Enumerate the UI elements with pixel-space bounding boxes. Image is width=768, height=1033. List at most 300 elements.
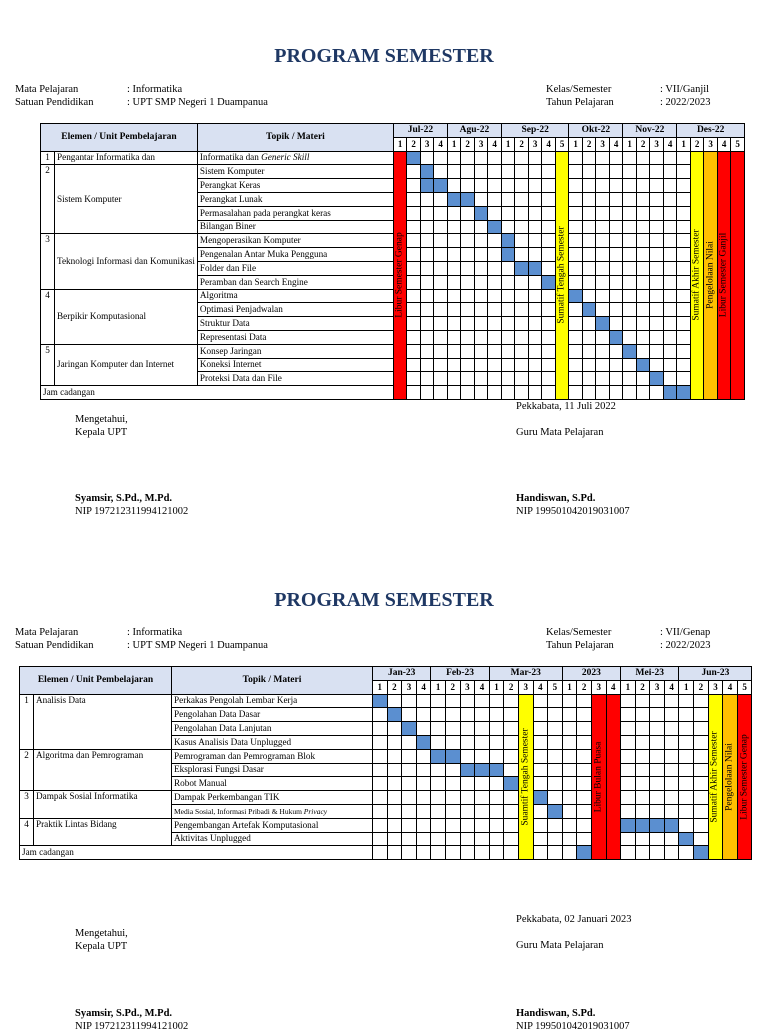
- week-cell: [569, 206, 583, 220]
- month-header: Feb-23: [431, 667, 489, 681]
- week-header: 1: [679, 680, 694, 694]
- week-cell: [474, 344, 488, 358]
- doc1-info-right: [546, 83, 710, 109]
- unit-label: Satuan Pendidikan: [15, 640, 94, 651]
- week-cell: [434, 317, 448, 331]
- topic-cell: [197, 179, 393, 193]
- week-cell: [447, 344, 461, 358]
- week-cell: [489, 832, 504, 846]
- week-cell: [636, 317, 650, 331]
- topic-text: Sistem Komputer: [199, 166, 265, 177]
- week-cell: [528, 303, 542, 317]
- week-cell: [636, 248, 650, 262]
- week-cell: [420, 165, 434, 179]
- week-cell: [533, 777, 548, 791]
- week-cell: [501, 386, 515, 400]
- reserve-label: Jam cadangan: [20, 846, 373, 860]
- week-cell: [664, 749, 679, 763]
- week-cell: [445, 763, 460, 777]
- week-cell: [609, 303, 623, 317]
- topic-italic-text: Generic Skill: [261, 152, 310, 163]
- week-cell: [548, 818, 563, 832]
- topic-cell: [197, 165, 393, 179]
- element-name: Praktik Lintas Bidang: [34, 818, 172, 846]
- week-cell: [533, 694, 548, 708]
- week-cell: [694, 694, 709, 708]
- week-cell: [677, 303, 691, 317]
- week-cell: [542, 330, 556, 344]
- week-cell: [694, 722, 709, 736]
- week-cell: [569, 275, 583, 289]
- week-cell: [694, 804, 709, 818]
- week-cell: [677, 358, 691, 372]
- week-cell: [431, 791, 446, 805]
- doc1-teacher-signature: [516, 492, 630, 518]
- year-value: : 2022/2023: [660, 640, 711, 651]
- week-cell: [474, 372, 488, 386]
- topic-text: Robot Manual: [174, 778, 227, 789]
- week-cell: [420, 358, 434, 372]
- week-cell: [416, 735, 431, 749]
- topic-cell: [197, 275, 393, 289]
- week-cell: [569, 386, 583, 400]
- week-cell: [623, 192, 637, 206]
- week-cell: [569, 344, 583, 358]
- week-cell: [420, 261, 434, 275]
- week-header: 3: [704, 137, 718, 151]
- week-cell: [460, 763, 475, 777]
- week-cell: [407, 234, 421, 248]
- week-header: 3: [650, 680, 665, 694]
- week-cell: [623, 275, 637, 289]
- week-header: 4: [434, 137, 448, 151]
- week-cell: [621, 694, 636, 708]
- week-cell: [582, 358, 596, 372]
- topic-cell: [197, 220, 393, 234]
- month-header: Mei-23: [621, 667, 679, 681]
- week-cell: [542, 372, 556, 386]
- doc1-teacher-label: Guru Mata Pelajaran: [516, 427, 604, 438]
- week-cell: [515, 151, 529, 165]
- week-cell: [431, 763, 446, 777]
- week-cell: [582, 303, 596, 317]
- week-cell: [582, 261, 596, 275]
- week-cell: [501, 206, 515, 220]
- month-header: Okt-22: [569, 124, 623, 138]
- week-cell: [387, 818, 402, 832]
- week-header: 5: [737, 680, 752, 694]
- week-cell: [533, 832, 548, 846]
- week-cell: [577, 777, 592, 791]
- week-cell: [402, 791, 417, 805]
- week-cell: [460, 804, 475, 818]
- week-cell: [528, 330, 542, 344]
- week-cell: [609, 289, 623, 303]
- week-header: 5: [731, 137, 745, 151]
- week-cell: [663, 151, 677, 165]
- week-cell: [542, 317, 556, 331]
- week-cell: [434, 386, 448, 400]
- week-cell: [623, 151, 637, 165]
- week-cell: [445, 804, 460, 818]
- acknowledge-label: Mengetahui,: [75, 414, 128, 425]
- week-cell: [504, 694, 519, 708]
- topic-text: Pengenalan Antar Muka Pengguna: [199, 249, 328, 260]
- week-cell: [663, 344, 677, 358]
- week-cell: [679, 735, 694, 749]
- week-cell: [387, 763, 402, 777]
- week-cell: [542, 220, 556, 234]
- doc1-place-date: Pekkabata, 11 Juli 2022: [516, 401, 616, 412]
- week-header: 2: [515, 137, 529, 151]
- week-header: 4: [416, 680, 431, 694]
- topic-text: Struktur Data: [199, 318, 250, 329]
- week-cell: [548, 749, 563, 763]
- topic-cell: [197, 372, 393, 386]
- week-cell: [445, 818, 460, 832]
- week-cell: [416, 749, 431, 763]
- week-cell: [420, 151, 434, 165]
- week-header: 3: [474, 137, 488, 151]
- topic-cell: [172, 777, 373, 791]
- week-cell: [447, 289, 461, 303]
- week-cell: [569, 372, 583, 386]
- week-cell: [542, 165, 556, 179]
- element-number: 2: [20, 749, 34, 790]
- week-cell: [501, 372, 515, 386]
- special-period-label: Sumatif Tengah Semester: [556, 226, 567, 324]
- week-cell: [475, 722, 490, 736]
- week-cell: [623, 220, 637, 234]
- week-cell: [664, 818, 679, 832]
- week-cell: [460, 722, 475, 736]
- week-cell: [635, 804, 650, 818]
- week-cell: [623, 289, 637, 303]
- week-cell: [650, 694, 665, 708]
- table-row: [20, 818, 752, 832]
- week-cell: [596, 179, 610, 193]
- teacher-nip: NIP 199501042019031007: [516, 506, 630, 517]
- week-cell: [488, 344, 502, 358]
- week-cell: [679, 832, 694, 846]
- week-cell: [542, 248, 556, 262]
- week-cell: [488, 192, 502, 206]
- week-cell: [434, 206, 448, 220]
- week-cell: [636, 192, 650, 206]
- week-cell: [474, 275, 488, 289]
- week-cell: [504, 735, 519, 749]
- week-cell: [562, 846, 577, 860]
- week-cell: [434, 179, 448, 193]
- week-cell: [650, 735, 665, 749]
- week-cell: [434, 358, 448, 372]
- week-cell: [636, 303, 650, 317]
- week-cell: [474, 330, 488, 344]
- special-period-label: Sumatif Akhir Semester: [709, 731, 720, 823]
- week-cell: [373, 749, 388, 763]
- week-cell: [447, 220, 461, 234]
- week-cell: [387, 735, 402, 749]
- week-cell: [489, 722, 504, 736]
- week-cell: [475, 735, 490, 749]
- week-cell: [582, 330, 596, 344]
- week-cell: [663, 248, 677, 262]
- week-cell: [577, 818, 592, 832]
- week-cell: [373, 791, 388, 805]
- week-cell: [636, 330, 650, 344]
- week-cell: [663, 303, 677, 317]
- week-cell: [635, 791, 650, 805]
- element-number: 2: [41, 165, 55, 234]
- week-header: 4: [488, 137, 502, 151]
- week-cell: [528, 358, 542, 372]
- week-cell: [431, 708, 446, 722]
- week-cell: [461, 358, 475, 372]
- week-cell: [416, 708, 431, 722]
- week-cell: [488, 220, 502, 234]
- week-cell: [621, 804, 636, 818]
- week-cell: [533, 722, 548, 736]
- week-cell: [596, 206, 610, 220]
- topic-text: Algoritma: [199, 290, 238, 301]
- week-cell: [533, 846, 548, 860]
- week-cell: [528, 386, 542, 400]
- week-cell: [542, 179, 556, 193]
- week-cell: [434, 234, 448, 248]
- week-cell: [515, 372, 529, 386]
- week-cell: [694, 846, 709, 860]
- week-cell: [650, 749, 665, 763]
- week-cell: [460, 818, 475, 832]
- week-cell: [694, 735, 709, 749]
- week-header: 3: [420, 137, 434, 151]
- teacher-name: Handiswan, S.Pd.: [516, 1008, 596, 1019]
- month-header: Des-22: [677, 124, 745, 138]
- week-cell: [582, 372, 596, 386]
- week-cell: [474, 179, 488, 193]
- week-header: 5: [548, 680, 563, 694]
- week-cell: [407, 192, 421, 206]
- week-cell: [663, 275, 677, 289]
- week-cell: [636, 206, 650, 220]
- week-cell: [387, 846, 402, 860]
- week-cell: [621, 818, 636, 832]
- week-cell: [407, 372, 421, 386]
- week-cell: [416, 777, 431, 791]
- week-cell: [475, 777, 490, 791]
- week-cell: [501, 317, 515, 331]
- topic-cell: [197, 261, 393, 275]
- week-cell: [402, 722, 417, 736]
- week-cell: [504, 708, 519, 722]
- week-cell: [542, 206, 556, 220]
- week-cell: [407, 317, 421, 331]
- week-cell: [461, 206, 475, 220]
- week-cell: [621, 763, 636, 777]
- week-cell: [562, 832, 577, 846]
- week-cell: [663, 358, 677, 372]
- week-cell: [528, 372, 542, 386]
- week-cell: [636, 179, 650, 193]
- week-cell: [434, 344, 448, 358]
- week-cell: [402, 804, 417, 818]
- week-cell: [677, 330, 691, 344]
- element-name: Teknologi Informasi dan Komunikasi: [55, 234, 198, 289]
- week-cell: [582, 386, 596, 400]
- week-cell: [373, 694, 388, 708]
- week-cell: [650, 708, 665, 722]
- week-cell: [582, 275, 596, 289]
- week-cell: [387, 694, 402, 708]
- topic-text: Bilangan Biner: [199, 221, 256, 232]
- week-cell: [569, 330, 583, 344]
- table-row: [20, 694, 752, 708]
- element-name: Analisis Data: [34, 694, 172, 749]
- week-cell: [434, 261, 448, 275]
- week-cell: [515, 206, 529, 220]
- week-cell: [650, 832, 665, 846]
- week-cell: [650, 763, 665, 777]
- topic-text: Koneksi Internet: [199, 359, 262, 370]
- week-cell: [677, 317, 691, 331]
- week-header: 2: [577, 680, 592, 694]
- week-cell: [460, 694, 475, 708]
- special-period-column: [518, 694, 533, 860]
- week-cell: [548, 846, 563, 860]
- week-cell: [596, 275, 610, 289]
- week-cell: [528, 248, 542, 262]
- week-cell: [488, 165, 502, 179]
- week-cell: [582, 234, 596, 248]
- week-cell: [515, 303, 529, 317]
- week-cell: [533, 804, 548, 818]
- week-cell: [623, 248, 637, 262]
- week-cell: [635, 694, 650, 708]
- class-value: : VII/Ganjil: [660, 84, 710, 95]
- week-cell: [548, 777, 563, 791]
- week-cell: [420, 330, 434, 344]
- week-cell: [461, 372, 475, 386]
- week-cell: [501, 151, 515, 165]
- week-header: 1: [501, 137, 515, 151]
- week-cell: [431, 735, 446, 749]
- class-label: Kelas/Semester: [546, 627, 612, 638]
- week-header: 3: [460, 680, 475, 694]
- week-cell: [679, 694, 694, 708]
- week-cell: [434, 151, 448, 165]
- week-cell: [447, 330, 461, 344]
- special-period-label: Pengelolaan Nilai: [705, 241, 716, 310]
- doc2-title: PROGRAM SEMESTER: [274, 589, 494, 611]
- topic-cell: [172, 804, 373, 818]
- week-cell: [460, 735, 475, 749]
- week-cell: [577, 694, 592, 708]
- week-cell: [434, 275, 448, 289]
- subject-value: : Informatika: [127, 627, 183, 638]
- week-cell: [447, 192, 461, 206]
- week-cell: [447, 386, 461, 400]
- week-cell: [677, 289, 691, 303]
- week-cell: [434, 192, 448, 206]
- week-cell: [635, 722, 650, 736]
- week-header: 4: [533, 680, 548, 694]
- week-cell: [488, 151, 502, 165]
- week-cell: [569, 289, 583, 303]
- week-cell: [407, 206, 421, 220]
- week-cell: [504, 749, 519, 763]
- week-cell: [596, 289, 610, 303]
- week-cell: [501, 261, 515, 275]
- week-cell: [528, 165, 542, 179]
- week-cell: [635, 763, 650, 777]
- week-cell: [677, 220, 691, 234]
- week-cell: [489, 777, 504, 791]
- week-cell: [569, 358, 583, 372]
- week-cell: [663, 192, 677, 206]
- week-cell: [694, 818, 709, 832]
- week-cell: [650, 804, 665, 818]
- week-cell: [650, 777, 665, 791]
- week-cell: [488, 317, 502, 331]
- week-cell: [447, 275, 461, 289]
- week-cell: [461, 179, 475, 193]
- week-cell: [650, 317, 664, 331]
- week-cell: [402, 832, 417, 846]
- week-cell: [677, 261, 691, 275]
- week-cell: [663, 234, 677, 248]
- week-header: 4: [717, 137, 731, 151]
- element-name: Dampak Sosial Informatika: [34, 791, 172, 819]
- special-period-label: Libur Semester Genap: [739, 734, 750, 820]
- week-cell: [621, 722, 636, 736]
- week-cell: [596, 151, 610, 165]
- topic-header: Topik / Materi: [197, 124, 393, 152]
- special-period-column: [555, 151, 569, 399]
- week-cell: [445, 749, 460, 763]
- week-cell: [447, 317, 461, 331]
- week-cell: [447, 372, 461, 386]
- week-cell: [488, 275, 502, 289]
- week-cell: [489, 846, 504, 860]
- principal-nip: NIP 197212311994121002: [75, 1021, 189, 1032]
- week-cell: [542, 192, 556, 206]
- month-header: Mar-23: [489, 667, 562, 681]
- week-cell: [488, 330, 502, 344]
- principal-nip: NIP 197212311994121002: [75, 506, 189, 517]
- week-cell: [402, 708, 417, 722]
- week-cell: [663, 330, 677, 344]
- week-cell: [461, 289, 475, 303]
- week-cell: [677, 165, 691, 179]
- subject-label: Mata Pelajaran: [15, 84, 79, 95]
- week-cell: [609, 151, 623, 165]
- week-header: 3: [528, 137, 542, 151]
- week-cell: [542, 275, 556, 289]
- week-cell: [431, 722, 446, 736]
- header-row-months: [20, 667, 752, 681]
- week-cell: [562, 708, 577, 722]
- week-cell: [650, 179, 664, 193]
- week-cell: [474, 289, 488, 303]
- week-cell: [577, 749, 592, 763]
- week-cell: [542, 151, 556, 165]
- week-cell: [694, 832, 709, 846]
- week-cell: [664, 694, 679, 708]
- topic-cell: [197, 192, 393, 206]
- special-period-column: [731, 151, 745, 399]
- week-cell: [609, 372, 623, 386]
- week-cell: [679, 777, 694, 791]
